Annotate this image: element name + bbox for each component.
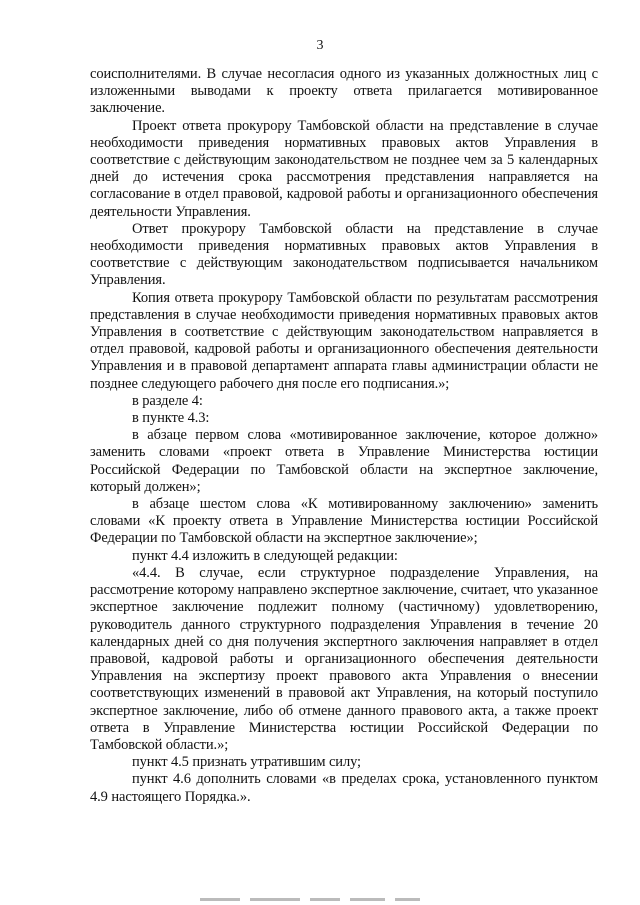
paragraph-2: Проект ответа прокурору Тамбовской области на представление в случае необходимости приведения нормативных правовых актов Управления в соответствие с действующим законодательством не позднее чем за 5 календарных дней до истечения срока рассмотрения представления направляется на согласование в отдел правовой, кадровой работы и организационного обеспечения деятельности Управления. bbox=[90, 117, 598, 220]
paragraph-7: в абзаце первом слова «мотивированное заключение, которое должно» заменить словами «проект ответа в Управление Министерства юстиции Российской Федерации по Тамбовской области на экспертное заключение, который должен»; bbox=[90, 427, 598, 495]
paragraph-6: в пункте 4.3: bbox=[132, 410, 210, 427]
footer-scan-marks bbox=[200, 898, 440, 902]
paragraph-10: «4.4. В случае, если структурное подразделение Управления, на рассмотрение которому направлено экспертное заключение, считает, что указанное экспертное заключение подлежит полному (частичному) удовлетворению, руководитель данного структурного подразделения Управления в течение 20 календарных дней со дня получения экспертного заключения направляет в отдел правовой, кадровой работы и организационного обеспечения деятельности Управления на экспертизу проект правового акта Управления о внесении соответствующих изменений в правовой акт Управления, на который поступило экспертное заключение, либо об отмене данного правового акта, а также проект ответа в Управление Министерства юстиции Российской Федерации по Тамбовской области.»; bbox=[90, 564, 598, 753]
paragraph-1: соисполнителями. В случае несогласия одного из указанных должностных лиц с изложенными выводами к проекту ответа прилагается мотивированное заключение. bbox=[90, 66, 598, 117]
page-number: 3 bbox=[316, 38, 324, 53]
paragraph-4: Копия ответа прокурору Тамбовской области по результатам рассмотрения представления в случае необходимости приведения нормативных правовых актов Управления в соответствие с действующим законодательством направляется в отдел правовой, кадровой работы и организационного обеспечения деятельности Управления и в правовой департамент аппарата главы администрации области не позднее следующего рабочего дня после его подписания.»; bbox=[90, 289, 598, 392]
paragraph-3: Ответ прокурору Тамбовской области на представление в случае необходимости приведения нормативных правовых актов Управления в соответствие с действующим законодательством подписывается начальником Управления. bbox=[90, 220, 598, 289]
paragraph-9: пункт 4.4 изложить в следующей редакции: bbox=[132, 547, 398, 564]
paragraph-8: в абзаце шестом слова «К мотивированному заключению» заменить словами «К проекту ответа в Управление Министерства юстиции Российской Федерации по Тамбовской области на экспертное заключение»; bbox=[90, 496, 598, 547]
paragraph-12: пункт 4.6 дополнить словами «в пределах срока, установленного пунктом 4.9 настоящего Порядка.». bbox=[90, 771, 598, 805]
paragraph-5: в разделе 4: bbox=[132, 392, 203, 409]
paragraph-11: пункт 4.5 признать утратившим силу; bbox=[132, 754, 361, 771]
document-body bbox=[90, 66, 598, 806]
